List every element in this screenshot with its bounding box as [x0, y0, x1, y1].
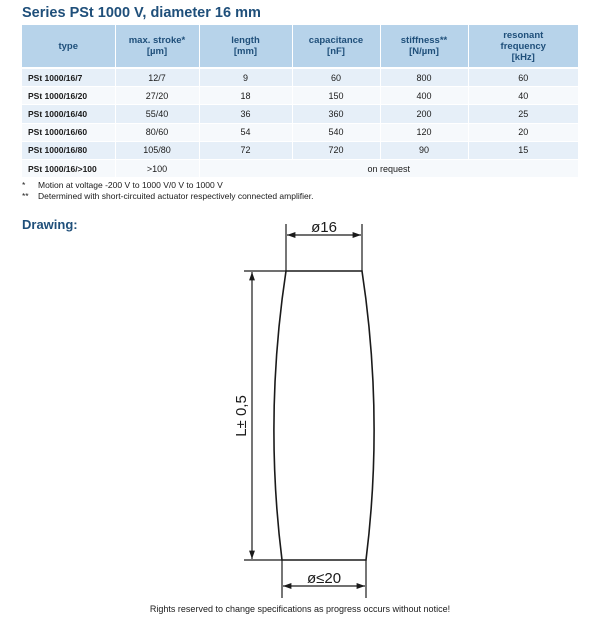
table-cell-stiffness: 200 [380, 105, 468, 123]
table-row [22, 105, 578, 123]
table-cell-capacitance: 720 [292, 141, 380, 159]
footnotes [22, 180, 313, 202]
table-row [22, 141, 578, 159]
table-cell-length: 54 [199, 123, 292, 141]
footnote-mark: * [22, 180, 26, 190]
table-cell-length: 36 [199, 105, 292, 123]
footnote-text: Motion at voltage -200 V to 1000 V/0 V to 1000 V [38, 180, 223, 190]
column-header: capacitance [nF] [292, 25, 380, 68]
drawing-heading: Drawing: [22, 217, 78, 232]
table-cell-capacitance: 60 [292, 68, 380, 87]
table-cell-frequency: 25 [468, 105, 578, 123]
actuator-outline [274, 271, 374, 560]
table-cell-stroke: >100 [115, 159, 199, 177]
table-cell-stroke: 55/40 [115, 105, 199, 123]
footnote [22, 191, 313, 202]
table-cell-type: PSt 1000/16/7 [22, 68, 115, 87]
table-cell-length: 18 [199, 87, 292, 105]
bottom-diameter-label: ø≤20 [306, 570, 342, 587]
table-cell-length: 72 [199, 141, 292, 159]
column-header: type [22, 25, 115, 68]
table-cell-stiffness: 800 [380, 68, 468, 87]
table-cell-stiffness: 120 [380, 123, 468, 141]
table-cell-type: PSt 1000/16/80 [22, 141, 115, 159]
table-row-on-request [22, 159, 578, 177]
table-cell-capacitance: 540 [292, 123, 380, 141]
table-row [22, 68, 578, 87]
table-cell-frequency: 40 [468, 87, 578, 105]
table-cell-type: PSt 1000/16/20 [22, 87, 115, 105]
column-header: length [mm] [199, 25, 292, 68]
table-cell-stroke: 105/80 [115, 141, 199, 159]
table-cell-length: 9 [199, 68, 292, 87]
footnote [22, 180, 313, 191]
table-body [22, 68, 578, 178]
table-cell-stiffness: 400 [380, 87, 468, 105]
footnote-mark: ** [22, 191, 29, 201]
column-header: stiffness** [N/µm] [380, 25, 468, 68]
table-cell-stroke: 80/60 [115, 123, 199, 141]
table-cell-type: PSt 1000/16/60 [22, 123, 115, 141]
table-cell-frequency: 15 [468, 141, 578, 159]
column-header: resonant frequency [kHz] [468, 25, 578, 68]
on-request-note: on request [199, 159, 578, 177]
specification-table [22, 25, 578, 178]
top-diameter-label: ø16 [311, 220, 337, 236]
table-cell-stiffness: 90 [380, 141, 468, 159]
table-row [22, 123, 578, 141]
footer-notice: Rights reserved to change specifications as progress occurs without notice! [149, 604, 451, 614]
length-label: L± 0,5 [233, 395, 250, 437]
table-cell-capacitance: 360 [292, 105, 380, 123]
footnote-text: Determined with short-circuited actuator respectively connected amplifier. [38, 191, 314, 201]
table-cell-type: PSt 1000/16/40 [22, 105, 115, 123]
table-header [22, 25, 578, 68]
table-cell-stroke: 12/7 [115, 68, 199, 87]
table-cell-capacitance: 150 [292, 87, 380, 105]
actuator-drawing [0, 220, 600, 600]
table-cell-frequency: 20 [468, 123, 578, 141]
table-cell-stroke: 27/20 [115, 87, 199, 105]
table-cell-frequency: 60 [468, 68, 578, 87]
page-title: Series PSt 1000 V, diameter 16 mm [22, 5, 261, 21]
table-row [22, 87, 578, 105]
table-cell-type: PSt 1000/16/>100 [22, 159, 115, 177]
column-header: max. stroke* [µm] [115, 25, 199, 68]
